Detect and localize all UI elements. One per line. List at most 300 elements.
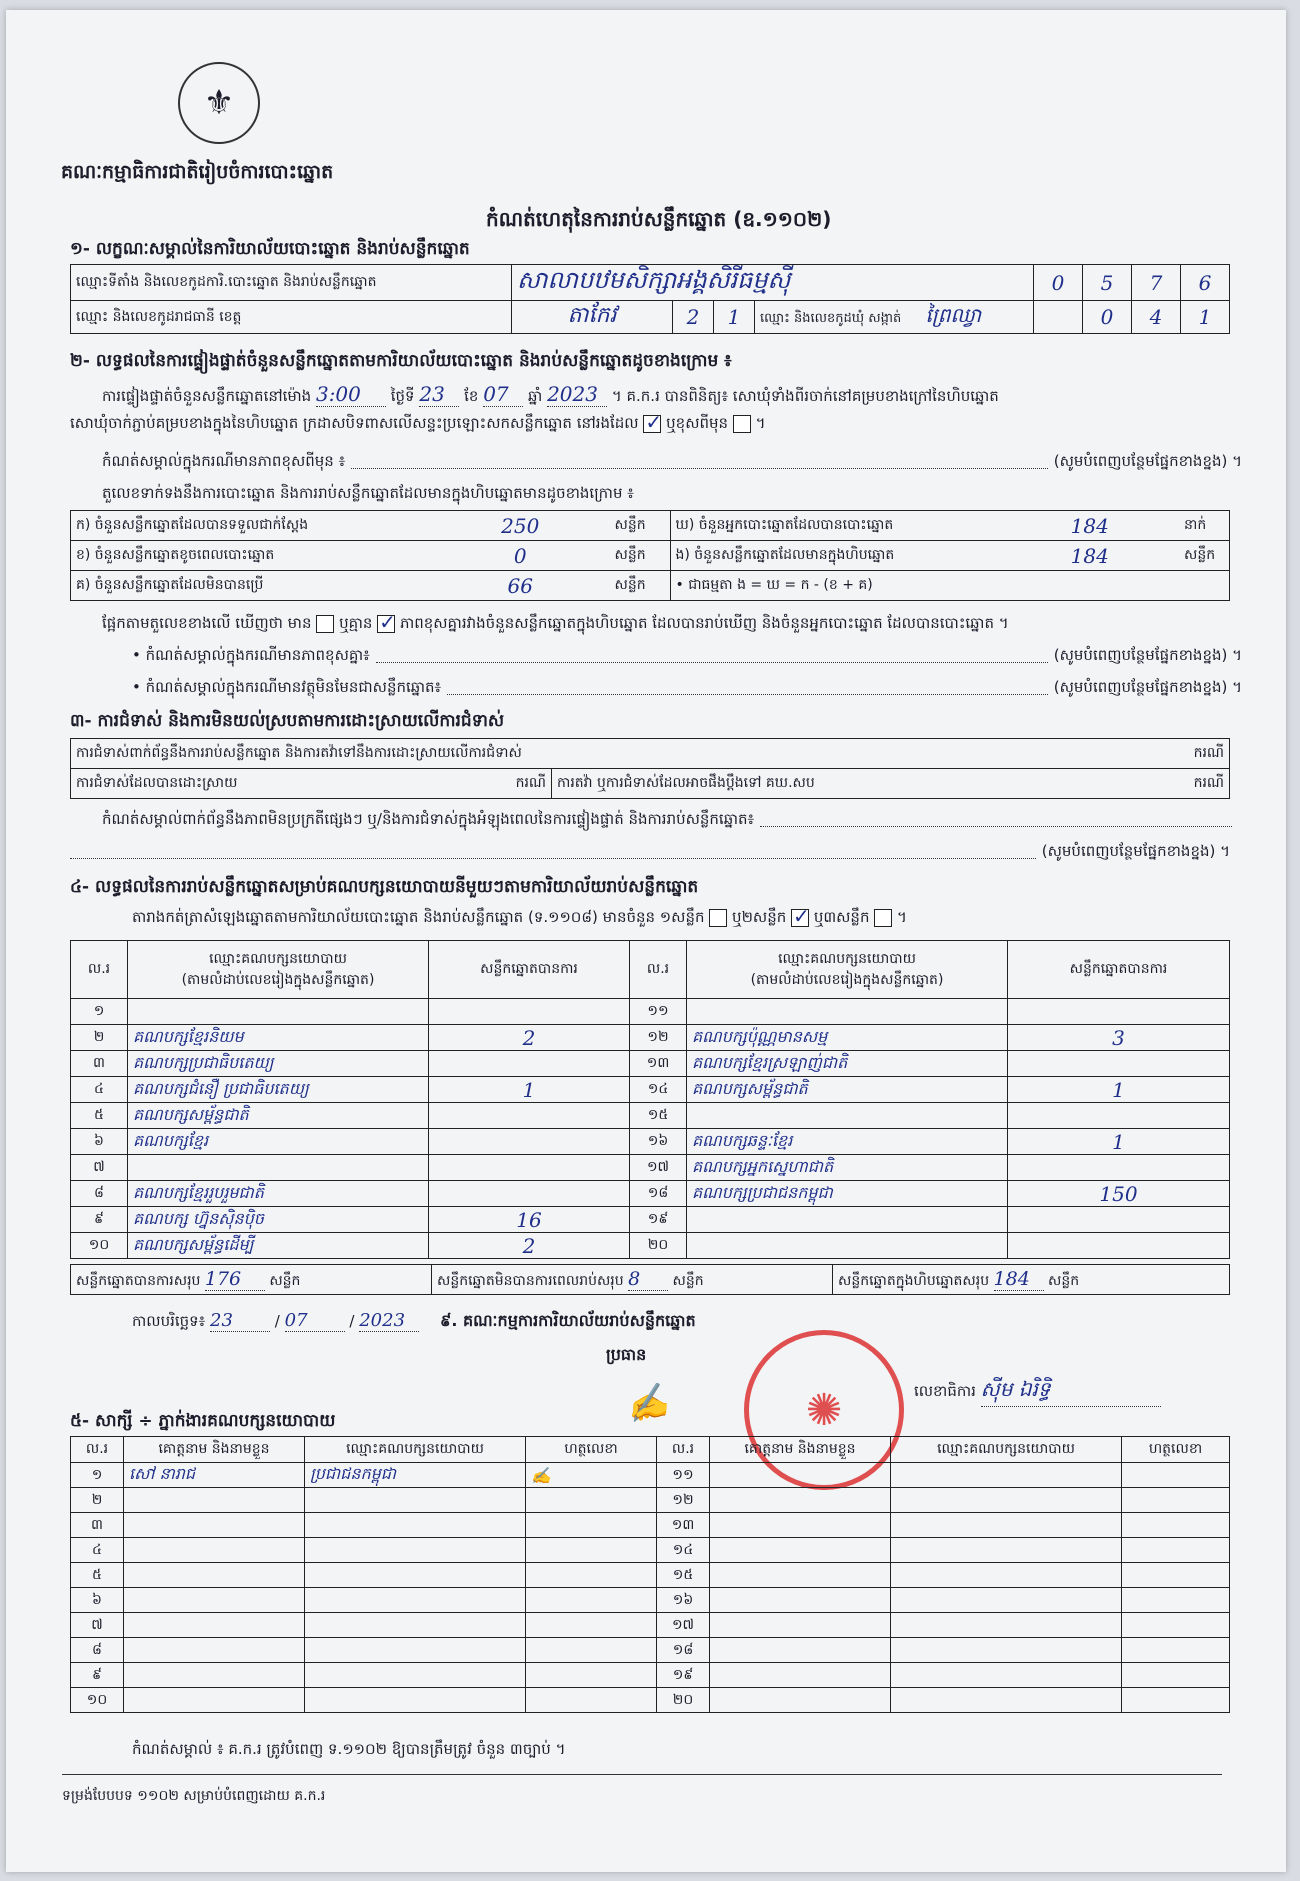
col-party-left-sub: (តាមលំដាប់លេខរៀងក្នុងសន្លឹកឆ្នោត) — [181, 971, 375, 988]
results-body — [71, 999, 1230, 1259]
total-box-value[interactable]: 184 — [994, 1268, 1044, 1291]
witness-sign-17[interactable] — [1122, 1613, 1230, 1638]
party-name-1[interactable] — [128, 999, 429, 1025]
party-name-17[interactable]: គណបក្សអ្នកស្នេហាជាតិ — [687, 1155, 1008, 1181]
different-label: ឬខុសពីមុន — [666, 414, 729, 432]
row2-code2-2[interactable]: 4 — [1132, 301, 1181, 334]
office-label: ៩. គណៈកម្មការការិយាល័យរាប់សន្លឹកឆ្នោត — [440, 1311, 696, 1330]
irregularity-label: កំណត់សម្គាល់ពាក់ព័ន្ធនឹងភាពមិនប្រក្រតីផ្សេងៗ ឬ/និងការជំទាស់ក្នុងអំឡុងពេលនៃការផ្ទៀងផ្ទាត់ និងការរាប់សន្លឹកឆ្នោត៖ — [102, 810, 755, 828]
note1-input[interactable] — [351, 452, 1048, 469]
date-day[interactable]: 23 — [210, 1310, 270, 1332]
witness-party-11[interactable] — [891, 1463, 1122, 1488]
witness-name-11[interactable] — [710, 1463, 891, 1488]
witness-sign-14[interactable] — [1122, 1538, 1230, 1563]
witness-sign-4[interactable] — [526, 1538, 657, 1563]
table-row — [71, 1563, 1230, 1588]
witness-no-16: ១៦ — [657, 1588, 710, 1613]
party-name-8[interactable]: គណបក្សខ្មែររួបរួមជាតិ — [128, 1181, 429, 1207]
total-valid-unit: សន្លឹក — [269, 1272, 301, 1289]
date-year[interactable]: 2023 — [359, 1310, 419, 1332]
irregularity-line2 — [70, 842, 1230, 864]
total-box-cell — [833, 1265, 1230, 1295]
witness-name-13[interactable] — [710, 1513, 891, 1538]
w-col-sign-left: ហត្ថលេខា — [526, 1437, 657, 1463]
table-row — [71, 1155, 1230, 1181]
witness-no-8: ៨ — [71, 1638, 124, 1663]
fig-a-value[interactable]: 250 — [431, 511, 610, 541]
col-no-right: ល.រ — [630, 941, 687, 999]
total-valid-label: សន្លឹកឆ្នោតបានការសរុប — [76, 1272, 201, 1289]
row2-label2: ឈ្មោះ និងលេខកូដឃុំ សង្កាត់ — [760, 311, 902, 326]
party-name-14[interactable]: គណបក្សសម្ព័ន្ធជាតិ — [687, 1077, 1008, 1103]
party-name-3[interactable]: គណបក្សប្រជាធិបតេយ្យ — [128, 1051, 429, 1077]
objection-resolved-case: ករណី — [441, 769, 552, 799]
total-invalid-value[interactable]: 8 — [628, 1268, 668, 1291]
table-row — [71, 1463, 1230, 1488]
footer-divider — [62, 1774, 1222, 1775]
fig-c-unit: សន្លឹក — [610, 571, 671, 601]
witness-sign-13[interactable] — [1122, 1513, 1230, 1538]
table-row — [71, 999, 1230, 1025]
figures-table — [70, 510, 1230, 601]
note3-label: • កំណត់សម្គាល់ក្នុងករណីមានវត្ថុមិនមែនជាសន្លឹកឆ្នោត៖ — [132, 678, 442, 696]
total-valid-cell — [71, 1265, 432, 1295]
party-name-13[interactable]: គណបក្សខ្មែរស្រឡាញ់ជាតិ — [687, 1051, 1008, 1077]
witness-party-18[interactable] — [891, 1638, 1122, 1663]
witness-sign-7[interactable] — [526, 1613, 657, 1638]
note3-line — [132, 678, 1242, 700]
year-value[interactable]: 2023 — [547, 382, 607, 407]
total-invalid-label: សន្លឹកឆ្នោតមិនបានការពេលរាប់សរុប — [437, 1272, 624, 1289]
fig-c-label: គ) ចំនួនសន្លឹកឆ្នោតដែលមិនបានប្រើ — [71, 571, 432, 601]
objection-resolved-label: ការជំទាស់ដែលបានដោះស្រាយ — [71, 769, 442, 799]
w-col-name-left: គោត្តនាម និងនាមខ្លួន — [124, 1437, 305, 1463]
party-no-15: ១៥ — [630, 1103, 687, 1129]
witness-no-4: ៤ — [71, 1538, 124, 1563]
party-votes-18[interactable]: 150 — [1008, 1181, 1230, 1207]
col-votes-left: សន្លឹកឆ្នោតបានការ — [429, 941, 630, 999]
witness-name-9[interactable] — [124, 1663, 305, 1688]
year-label: ឆ្នាំ — [527, 387, 543, 405]
total-valid-value[interactable]: 176 — [205, 1268, 265, 1291]
fill-hint: (សូមបំពេញបន្ថែមផ្នែកខាងខ្នង) ។ — [1053, 452, 1242, 470]
party-votes-2[interactable]: 2 — [429, 1025, 630, 1051]
date-month[interactable]: 07 — [285, 1310, 345, 1332]
fig-b-unit: សន្លឹក — [610, 541, 671, 571]
party-name-9[interactable]: គណបក្ស ហ្វ៊ុនស៊ិនប៉ិច — [128, 1207, 429, 1233]
party-votes-20[interactable] — [1008, 1233, 1230, 1259]
irregularity-line — [102, 810, 1232, 832]
fig-d-label: ឃ) ចំនួនអ្នកបោះឆ្នោតដែលបានបោះឆ្នោត — [670, 511, 1001, 541]
w-col-party-left: ឈ្មោះគណបក្សនយោបាយ — [305, 1437, 526, 1463]
day-value[interactable]: 23 — [419, 382, 459, 407]
col-votes-right: សន្លឹកឆ្នោតបានការ — [1008, 941, 1230, 999]
fig-e-value[interactable]: 184 — [1001, 541, 1180, 571]
form-title: កំណត់ហេតុនៃការរាប់សន្លឹកឆ្នោត (ឧ.១១០២) — [486, 207, 832, 231]
fill-hint-3: (សូមបំពេញបន្ថែមផ្នែកខាងខ្នង) ។ — [1053, 678, 1242, 696]
committee-name: គណៈកម្មាធិការជាតិរៀបចំការបោះឆ្នោត — [61, 161, 334, 183]
party-votes-3[interactable] — [429, 1051, 630, 1077]
fig-d-value[interactable]: 184 — [1001, 511, 1180, 541]
witness-no-2: ២ — [71, 1488, 124, 1513]
official-seal-icon: ✺ — [744, 1330, 904, 1490]
date-line: កាលបរិច្ឆេទ៖ 23 / 07 / 2023 ៩. គណៈកម្មការការិយាល័យរាប់សន្លឹកឆ្នោត — [132, 1310, 696, 1331]
witness-party-6[interactable] — [305, 1588, 526, 1613]
party-name-5[interactable]: គណបក្សសម្ព័ន្ធជាតិ — [128, 1103, 429, 1129]
witness-name-20[interactable] — [710, 1688, 891, 1713]
witness-party-14[interactable] — [891, 1538, 1122, 1563]
witness-no-9: ៩ — [71, 1663, 124, 1688]
section4-intro: តារាងកត់ត្រាសំឡេងឆ្នោតតាមការិយាល័យបោះឆ្នោត និងរាប់សន្លឹកឆ្នោត (ទ.១១០៨) មានចំនួន ១សន្លឹក ឬ២សន្លឹក ✓ ឬ៣សន្លឹក ។ — [132, 908, 907, 930]
table-row — [71, 1129, 1230, 1155]
row1-code-4[interactable]: 6 — [1181, 265, 1230, 301]
witness-party-16[interactable] — [891, 1588, 1122, 1613]
section2-paragraph3: តួលេខទាក់ទងនឹងការបោះឆ្នោត និងការរាប់សន្លឹកឆ្នោតដែលមានក្នុងហិបឆ្នោតមានដូចខាងក្រោម ៖ — [102, 484, 634, 502]
witness-no-20: ២០ — [657, 1688, 710, 1713]
party-votes-7[interactable] — [429, 1155, 630, 1181]
witness-sign-10[interactable] — [526, 1688, 657, 1713]
witness-name-17[interactable] — [710, 1613, 891, 1638]
objection-row1-case: ករណី — [1169, 739, 1230, 769]
party-no-5: ៥ — [71, 1103, 128, 1129]
party-no-6: ៦ — [71, 1129, 128, 1155]
party-votes-9[interactable]: 16 — [429, 1207, 630, 1233]
table-row — [71, 1077, 1230, 1103]
appeal-label: ការតវ៉ា ឬការជំទាស់ដែលអាចផឹងប្តឹងទៅ គឃ.សប — [552, 769, 1170, 799]
has-discrepancy-checkbox[interactable] — [316, 615, 334, 633]
witness-party-17[interactable] — [891, 1613, 1122, 1638]
witness-party-5[interactable] — [305, 1563, 526, 1588]
witness-sign-20[interactable] — [1122, 1688, 1230, 1713]
witness-sign-15[interactable] — [1122, 1563, 1230, 1588]
witness-sign-16[interactable] — [1122, 1588, 1230, 1613]
witness-name-7[interactable] — [124, 1613, 305, 1638]
party-name-4[interactable]: គណបក្សជំនឿ ប្រជាធិបតេយ្យ — [128, 1077, 429, 1103]
objections-table — [70, 738, 1230, 799]
row2-label: ឈ្មោះ និងលេខកូដរាជធានី ខេត្ត — [71, 301, 512, 334]
note1-line — [102, 452, 1242, 474]
fig-e-label: ង) ចំនួនសន្លឹកឆ្នោតដែលមានក្នុងហិបឆ្នោត — [670, 541, 1001, 571]
fig-b-value[interactable]: 0 — [431, 541, 610, 571]
discrepancy-line — [102, 614, 1009, 636]
party-no-4: ៤ — [71, 1077, 128, 1103]
irregularity-input[interactable] — [760, 810, 1232, 827]
total-invalid-unit: សន្លឹក — [672, 1272, 704, 1289]
witness-sign-3[interactable] — [526, 1513, 657, 1538]
party-name-2[interactable]: គណបក្សខ្មែរនិយម — [128, 1025, 429, 1051]
row1-code-2[interactable]: 5 — [1083, 265, 1132, 301]
witness-sign-9[interactable] — [526, 1663, 657, 1688]
witness-party-1[interactable]: ប្រជាជនកម្ពុជា — [305, 1463, 526, 1488]
party-votes-13[interactable] — [1008, 1051, 1230, 1077]
party-votes-11[interactable] — [1008, 999, 1230, 1025]
table-row — [71, 1181, 1230, 1207]
witness-party-9[interactable] — [305, 1663, 526, 1688]
party-votes-12[interactable]: 3 — [1008, 1025, 1230, 1051]
irregularity-input-2[interactable] — [70, 842, 1036, 859]
witness-sign-18[interactable] — [1122, 1638, 1230, 1663]
seal-text: សោឃុំចាក់ភ្ជាប់គម្របខាងក្នុងនៃហិបឆ្នោត ក្រដាសបិទពាសលើសន្ទះប្រឡោះសកសន្លឹកឆ្នោត នៅរងដែល — [70, 414, 639, 432]
witness-party-2[interactable] — [305, 1488, 526, 1513]
party-no-2: ២ — [71, 1025, 128, 1051]
party-no-12: ១២ — [630, 1025, 687, 1051]
none-label: ឬគ្មាន — [339, 614, 373, 632]
w-col-party-right: ឈ្មោះគណបក្សនយោបាយ — [891, 1437, 1122, 1463]
table-row — [71, 1233, 1230, 1259]
table-row — [71, 1207, 1230, 1233]
section2-paragraph1 — [102, 382, 1242, 409]
party-no-14: ១៤ — [630, 1077, 687, 1103]
total-box-unit: សន្លឹក — [1047, 1272, 1080, 1289]
party-name-6[interactable]: គណបក្សខ្មែរ — [128, 1129, 429, 1155]
row1-code-1[interactable]: 0 — [1034, 265, 1083, 301]
col-no-left: ល.រ — [71, 941, 128, 999]
party-name-19[interactable] — [687, 1207, 1008, 1233]
table-row — [71, 1025, 1230, 1051]
witness-name-4[interactable] — [124, 1538, 305, 1563]
witness-no-6: ៦ — [71, 1588, 124, 1613]
party-no-20: ២០ — [630, 1233, 687, 1259]
party-no-13: ១៣ — [630, 1051, 687, 1077]
fig-c-value[interactable]: 66 — [431, 571, 610, 601]
witness-party-20[interactable] — [891, 1688, 1122, 1713]
three-sheets-checkbox[interactable] — [874, 909, 892, 927]
party-name-12[interactable]: គណបក្សប៉ុណ្ណមានសម្ម — [687, 1025, 1008, 1051]
results-table — [70, 940, 1230, 1259]
table-row — [71, 1538, 1230, 1563]
witness-party-4[interactable] — [305, 1538, 526, 1563]
section3-heading: ៣- ការជំទាស់ និងការមិនយល់ស្របតាមការដោះស្រាយលើការជំទាស់ — [70, 711, 505, 731]
table-row — [71, 1663, 1230, 1688]
footnote: កំណត់សម្គាល់ ៖ គ.ក.រ ត្រូវបំពេញ ទ.១១០២ ឱ្យបានត្រឹមត្រូវ ចំនួន ៣ច្បាប់ ។ — [132, 1740, 566, 1758]
row2-code2-1[interactable]: 0 — [1083, 301, 1132, 334]
party-votes-16[interactable]: 1 — [1008, 1129, 1230, 1155]
witness-name-19[interactable] — [710, 1663, 891, 1688]
witness-party-19[interactable] — [891, 1663, 1122, 1688]
row1-code-3[interactable]: 7 — [1132, 265, 1181, 301]
witness-name-15[interactable] — [710, 1563, 891, 1588]
table-row — [71, 1488, 1230, 1513]
table-row — [71, 1051, 1230, 1077]
two-sheets-checkbox[interactable] — [791, 909, 809, 927]
row1-label: ឈ្មោះទីតាំង និងលេខកូដការិ.បោះឆ្នោត និងរាប់សន្លឹកឆ្នោត — [71, 265, 512, 301]
fill-hint-4: (សូមបំពេញបន្ថែមផ្នែកខាងខ្នង) ។ — [1041, 842, 1230, 860]
check-text: ។ គ.ក.រ បានពិនិត្យ៖ សោឃុំទាំងពីរចាក់នៅគម្របខាងក្រៅនៃហិបឆ្នោត — [611, 387, 999, 405]
note2-line — [132, 646, 1242, 668]
witness-sign-12[interactable] — [1122, 1488, 1230, 1513]
party-name-16[interactable]: គណបក្សឆន្ទៈខ្មែរ — [687, 1129, 1008, 1155]
party-name-15[interactable] — [687, 1103, 1008, 1129]
col-party-right — [687, 941, 1008, 999]
fig-d-unit: នាក់ — [1179, 511, 1230, 541]
party-votes-17[interactable] — [1008, 1155, 1230, 1181]
witness-sign-6[interactable] — [526, 1588, 657, 1613]
total-invalid-cell — [432, 1265, 833, 1295]
party-no-10: ១០ — [71, 1233, 128, 1259]
witness-sign-2[interactable] — [526, 1488, 657, 1513]
one-sheet-checkbox[interactable] — [709, 909, 727, 927]
row2-code-2[interactable]: 1 — [714, 301, 755, 334]
witness-party-12[interactable] — [891, 1488, 1122, 1513]
section2-heading: ២- លទ្ធផលនៃការផ្ទៀងផ្ទាត់ចំនួនសន្លឹកឆ្នោតតាមការិយាល័យបោះឆ្នោត និងរាប់សន្លឹកឆ្នោតដូចខាងក្រោម ៖ — [70, 351, 732, 371]
party-no-17: ១៧ — [630, 1155, 687, 1181]
witness-sign-11[interactable] — [1122, 1463, 1230, 1488]
party-votes-19[interactable] — [1008, 1207, 1230, 1233]
w-col-no-left: ល.រ — [71, 1437, 124, 1463]
form-sheet — [6, 10, 1286, 1872]
party-no-11: ១១ — [630, 999, 687, 1025]
no-discrepancy-checkbox[interactable] — [377, 615, 395, 633]
party-name-20[interactable] — [687, 1233, 1008, 1259]
section2-paragraph2: សោឃុំចាក់ភ្ជាប់គម្របខាងក្នុងនៃហិបឆ្នោត ក្រដាសបិទពាសលើសន្ទះប្រឡោះសកសន្លឹកឆ្នោត នៅរងដែល ✓ ឬខុសពីមុន ។ — [70, 414, 765, 436]
total-box-label: សន្លឹកឆ្នោតក្នុងហិបឆ្នោតសរុប — [838, 1272, 990, 1289]
table-row — [71, 1588, 1230, 1613]
party-no-9: ៩ — [71, 1207, 128, 1233]
w-col-name-right: គោត្តនាម និងនាមខ្លួន — [710, 1437, 891, 1463]
witness-sign-5[interactable] — [526, 1563, 657, 1588]
witness-no-14: ១៤ — [657, 1538, 710, 1563]
note2-input[interactable] — [376, 646, 1048, 663]
col-party-left — [128, 941, 429, 999]
formula: • ជាធម្មតា ង = ឃ = ក - (ខ + គ) — [670, 571, 1230, 601]
witness-party-3[interactable] — [305, 1513, 526, 1538]
month-label: ខែ — [464, 387, 479, 405]
w-col-sign-right: ហត្ថលេខា — [1122, 1437, 1230, 1463]
party-votes-10[interactable]: 2 — [429, 1233, 630, 1259]
totals-table — [70, 1264, 1230, 1295]
witness-no-12: ១២ — [657, 1488, 710, 1513]
witness-name-18[interactable] — [710, 1638, 891, 1663]
col-party-right-sub: (តាមលំដាប់លេខរៀងក្នុងសន្លឹកឆ្នោត) — [750, 971, 944, 988]
table-row — [71, 1103, 1230, 1129]
party-no-1: ១ — [71, 999, 128, 1025]
witness-name-10[interactable] — [124, 1688, 305, 1713]
witness-no-10: ១០ — [71, 1688, 124, 1713]
row1-value[interactable]: សាលាបឋមសិក្សាអង្គសិរីធម្មស៊ី — [512, 265, 1034, 301]
witness-no-13: ១៣ — [657, 1513, 710, 1538]
fig-e-unit: សន្លឹក — [1179, 541, 1230, 571]
party-votes-14[interactable]: 1 — [1008, 1077, 1230, 1103]
row2-label2-cell — [755, 301, 1034, 334]
objection-row1-label: ការជំទាស់ពាក់ព័ន្ធនឹងការរាប់សន្លឹកឆ្នោត និងការតវ៉ាទៅនឹងការដោះស្រាយលើការជំទាស់ — [71, 739, 1170, 769]
witness-party-15[interactable] — [891, 1563, 1122, 1588]
witness-name-12[interactable] — [710, 1488, 891, 1513]
party-no-18: ១៨ — [630, 1181, 687, 1207]
fig-b-label: ខ) ចំនួនសន្លឹកឆ្នោតខូចពេលបោះឆ្នោត — [71, 541, 432, 571]
party-name-10[interactable]: គណបក្សសម្ព័ន្ធដើម្បី — [128, 1233, 429, 1259]
party-votes-6[interactable] — [429, 1129, 630, 1155]
fig-a-unit: សន្លឹក — [610, 511, 671, 541]
section5-heading: ៥- សាក្សី ÷ ភ្នាក់ងារគណបក្សនយោបាយ — [70, 1411, 336, 1431]
witness-no-19: ១៩ — [657, 1663, 710, 1688]
witness-party-7[interactable] — [305, 1613, 526, 1638]
table-row — [71, 1688, 1230, 1713]
witness-no-11: ១១ — [657, 1463, 710, 1488]
witness-name-3[interactable] — [124, 1513, 305, 1538]
witness-no-17: ១៧ — [657, 1613, 710, 1638]
witness-party-10[interactable] — [305, 1688, 526, 1713]
two-sheets-label: ឬ២សន្លឹក — [732, 908, 787, 926]
party-votes-5[interactable] — [429, 1103, 630, 1129]
note3-input[interactable] — [447, 678, 1048, 695]
witness-no-7: ៧ — [71, 1613, 124, 1638]
witness-table — [70, 1436, 1230, 1713]
fill-hint-2: (សូមបំពេញបន្ថែមផ្នែកខាងខ្នង) ។ — [1053, 646, 1242, 664]
party-votes-1[interactable] — [429, 999, 630, 1025]
sheets-label: តារាងកត់ត្រាសំឡេងឆ្នោតតាមការិយាល័យបោះឆ្នោត និងរាប់សន្លឹកឆ្នោត (ទ.១១០៨) មានចំនួន ១សន្លឹក — [132, 908, 705, 926]
table-row — [71, 1513, 1230, 1538]
witness-no-3: ៣ — [71, 1513, 124, 1538]
party-no-16: ១៦ — [630, 1129, 687, 1155]
witness-name-6[interactable] — [124, 1588, 305, 1613]
party-name-7[interactable] — [128, 1155, 429, 1181]
section1-table — [70, 264, 1230, 334]
witness-body — [71, 1463, 1230, 1713]
party-no-8: ៨ — [71, 1181, 128, 1207]
has-label: ផ្អែកតាមតួលេខខាងលើ ឃើញថា មាន — [102, 614, 312, 632]
month-value[interactable]: 07 — [483, 382, 523, 407]
table-row — [71, 1638, 1230, 1663]
appeal-case: ករណី — [1169, 769, 1230, 799]
different-checkbox[interactable] — [733, 415, 751, 433]
witness-no-18: ១៨ — [657, 1638, 710, 1663]
party-votes-15[interactable] — [1008, 1103, 1230, 1129]
section1-heading: ១- លក្ខណៈសម្គាល់នៃការិយាល័យបោះឆ្នោត និងរាប់សន្លឹកឆ្នោត — [70, 239, 470, 259]
witness-sign-19[interactable] — [1122, 1663, 1230, 1688]
witness-party-8[interactable] — [305, 1638, 526, 1663]
row2-value[interactable]: តាកែវ — [512, 301, 673, 334]
secretary-line — [914, 1376, 1161, 1407]
witness-sign-8[interactable] — [526, 1638, 657, 1663]
note2-label: • កំណត់សម្គាល់ក្នុងករណីមានភាពខុសគ្នា៖ — [132, 646, 370, 664]
row2-code-1[interactable]: 2 — [673, 301, 714, 334]
party-no-3: ៣ — [71, 1051, 128, 1077]
date-label: កាលបរិច្ឆេទ៖ — [132, 1312, 206, 1330]
secretary-label: លេខាធិការ — [914, 1382, 976, 1400]
three-sheets-label: ឬ៣សន្លឹក — [813, 908, 870, 926]
secretary-name[interactable]: ស៊ីម ឯរិទ្ធិ — [981, 1376, 1161, 1407]
witness-no-1: ១ — [71, 1463, 124, 1488]
row2-code2-3[interactable]: 1 — [1181, 301, 1230, 334]
chair-label: ប្រធាន — [606, 1345, 647, 1364]
witness-name-2[interactable] — [124, 1488, 305, 1513]
note1-label: កំណត់សម្គាល់ក្នុងករណីមានភាពខុសពីមុន ៖ — [102, 452, 346, 470]
party-name-11[interactable] — [687, 999, 1008, 1025]
discrepancy-text: ភាពខុសគ្នារវាងចំនួនសន្លឹកឆ្នោតក្នុងហិបឆ្នោត ដែលបានរាប់ឃើញ និងចំនួនអ្នកបោះឆ្នោត ដែលបានបោះឆ្នោត ។ — [399, 614, 1009, 632]
party-name-18[interactable]: គណបក្សប្រជាជនកម្ពុជា — [687, 1181, 1008, 1207]
col-party-left-title: ឈ្មោះគណបក្សនយោបាយ — [209, 950, 347, 967]
witness-name-14[interactable] — [710, 1538, 891, 1563]
witness-name-16[interactable] — [710, 1588, 891, 1613]
chair-signature-icon: ✍ — [622, 1380, 673, 1428]
w-col-no-right: ល.រ — [657, 1437, 710, 1463]
party-votes-8[interactable] — [429, 1181, 630, 1207]
witness-no-5: ៥ — [71, 1563, 124, 1588]
same-checkbox[interactable] — [643, 415, 661, 433]
col-party-right-title: ឈ្មោះគណបក្សនយោបាយ — [778, 950, 916, 967]
time-value[interactable]: 3:00 — [316, 382, 386, 407]
witness-name-8[interactable] — [124, 1638, 305, 1663]
witness-party-13[interactable] — [891, 1513, 1122, 1538]
time-label: ការផ្ទៀងផ្ទាត់ចំនួនសន្លឹកឆ្នោតនៅម៉ោង — [102, 387, 312, 405]
party-votes-4[interactable]: 1 — [429, 1077, 630, 1103]
witness-no-15: ១៥ — [657, 1563, 710, 1588]
party-no-19: ១៩ — [630, 1207, 687, 1233]
witness-sign-1[interactable]: ✍ — [526, 1463, 657, 1488]
witness-name-1[interactable]: សៅ នារាជ — [124, 1463, 305, 1488]
row2-value2[interactable]: ព្រៃឈ្វា — [925, 303, 982, 327]
witness-name-5[interactable] — [124, 1563, 305, 1588]
